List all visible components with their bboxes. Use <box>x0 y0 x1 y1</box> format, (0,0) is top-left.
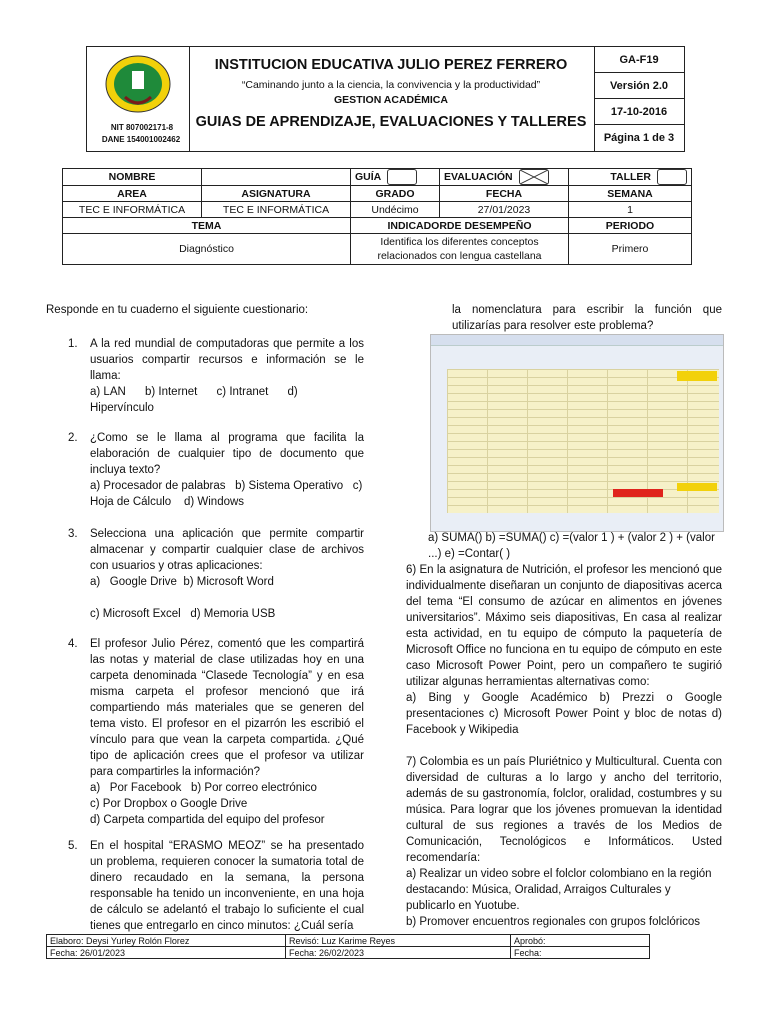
tema-value: Diagnóstico <box>63 234 351 265</box>
question-options: a) LAN b) Internet c) Intranet d) Hipervínculo <box>90 386 301 414</box>
doc-code: GA-F19 <box>594 47 684 73</box>
periodo-label: PERIODO <box>569 218 692 234</box>
guia-cell[interactable] <box>351 169 440 186</box>
gestion: GESTION ACADÉMICA <box>334 94 448 106</box>
area-value: TEC E INFORMÁTICA <box>63 202 202 218</box>
nombre-field[interactable] <box>202 169 351 186</box>
grado-label: GRADO <box>351 186 440 202</box>
nombre-label: NOMBRE <box>63 169 202 186</box>
fecha-label: FECHA <box>440 186 569 202</box>
grado-value: Undécimo <box>351 202 440 218</box>
question-text: En el hospital “ERASMO MEOZ” se ha presentado un problema, requieren conocer la sumatoria total de dinero recaudado en la semana, la persona responsable ha tenido un inconveniente, en una hoja de cálculo se adelantó el trabajo lo suficiente el cual tienes que entregarlo en cinco minutos: ¿Cuál sería <box>90 840 364 932</box>
question-text: ¿Como se le llama al programa que facilita la elaboración de cualquier tipo de documento que incluya texto? <box>90 432 364 476</box>
area-label: AREA <box>63 186 202 202</box>
question-7-option-a: a) Realizar un video sobre el folclor colombiano en la región destacando: Música, Oralidad, Arraigos Culturales y publicarlo en Yuotube. <box>406 868 712 912</box>
total-header-cell <box>677 371 717 381</box>
question-3 <box>46 526 364 622</box>
question-4 <box>46 636 364 828</box>
question-7-text: 7) Colombia es un país Pluriétnico y Multicultural. Cuenta con diversidad de culturas a lo largo y ancho del territorio, además de su gastronomía, folclor, oralidad, costumbres y su música. Para lograr que los jóvenes promuevan la identidad cultural de sus regiones a través de los Medios de Comunicación, Tecnológicos e Informáticos. Usted recomendaría: <box>406 756 722 864</box>
total-cell <box>677 483 717 491</box>
taller-checkbox[interactable] <box>657 169 687 185</box>
question-number: 3. <box>68 528 78 540</box>
info-table <box>62 168 692 265</box>
question-7-option-b: b) Promover encuentros regionales con grupos folclóricos <box>406 916 701 928</box>
question-5-options: a) SUMA() b) =SUMA() c) =(valor 1 ) + (valor 2 ) + (valor ...) e) =Contar( ) <box>428 532 715 560</box>
indicador-label: INDICADORDE DESEMPEÑO <box>351 218 569 234</box>
question-5-continued: la nomenclatura para escribir la función que utilizarías para resolver este problema? <box>452 304 722 332</box>
question-number: 5. <box>68 840 78 852</box>
document-title: GUIAS DE APRENDIZAJE, EVALUACIONES Y TALLERES <box>195 114 587 130</box>
left-column <box>46 302 364 944</box>
question-1 <box>46 336 364 416</box>
asignatura-value: TEC E INFORMÁTICA <box>202 202 351 218</box>
alert-cell <box>613 489 663 497</box>
question-options: a) Google Drive b) Microsoft Word c) Microsoft Excel d) Memoria USB <box>90 576 276 620</box>
intro-text: Responde en tu cuaderno el siguiente cuestionario: <box>46 304 309 316</box>
semana-label: SEMANA <box>569 186 692 202</box>
doc-date: 17-10-2016 <box>594 99 684 125</box>
periodo-value: Primero <box>569 234 692 265</box>
question-5 <box>46 838 364 934</box>
title-box <box>188 46 595 152</box>
formula-bar <box>431 335 723 346</box>
doc-page: Página 1 de 3 <box>603 132 675 144</box>
evaluacion-cell[interactable] <box>440 169 569 186</box>
question-options: a) Por Facebook b) Por correo electrónico c) Por Dropbox o Google Drive d) Carpeta compartida del equipo del profesor <box>90 782 325 826</box>
right-column-lower <box>406 530 722 930</box>
question-2 <box>46 430 364 510</box>
right-column <box>406 302 722 334</box>
cross-mark-icon <box>520 170 548 184</box>
question-text: Selecciona una aplicación que permite compartir almacenar y compartir cualquier clase de archivos con usuarios y otras aplicaciones: <box>90 528 364 572</box>
fecha-value: 27/01/2023 <box>440 202 569 218</box>
doc-version: Versión 2.0 <box>594 73 684 99</box>
guia-label: GUÍA <box>355 170 382 183</box>
question-number: 1. <box>68 338 78 350</box>
question-6-options: a) Bing y Google Académico b) Prezzi o Google presentaciones c) Microsoft Power Point y bloc de notas d) Facebook y Wikipedia <box>406 692 722 736</box>
code-box <box>594 46 685 152</box>
spreadsheet-screenshot <box>430 334 724 532</box>
semana-value: 1 <box>569 202 692 218</box>
taller-cell[interactable] <box>569 169 692 186</box>
indicador-value: Identifica los diferentes conceptos relacionados con lengua castellana <box>351 234 569 265</box>
asignatura-label: ASIGNATURA <box>202 186 351 202</box>
institution-name: INSTITUCION EDUCATIVA JULIO PEREZ FERRERO <box>214 57 568 73</box>
fecha-reviso: Fecha: 26/02/2023 <box>286 947 511 959</box>
reviso: Revisó: Luz Karime Reyes <box>286 935 511 947</box>
question-number: 4. <box>68 638 78 650</box>
sheet-grid <box>447 369 719 513</box>
footer-table <box>46 934 650 959</box>
question-text: El profesor Julio Pérez, comentó que les compartirá las notas y material de clase utilizadas hoy en una carpeta denominada “Clasede Tecnología” y en esa misma carpeta el profesor mencionó que irá compartiendo más materiales que se generen del tema visto. El profesor en el pizarrón les escribió el vínculo para que vean la carpeta compartida. ¿Qué tipo de aplicación crees que el profesor va utilizar para compartirles la información? <box>90 638 364 778</box>
school-shield-icon <box>103 53 173 115</box>
fecha-elaboro: Fecha: 26/01/2023 <box>47 947 286 959</box>
question-options: a) Procesador de palabras b) Sistema Operativo c) Hoja de Cálculo d) Windows <box>90 480 366 508</box>
nit-text: NIT 807002171-8 <box>110 123 174 132</box>
question-number: 2. <box>68 432 78 444</box>
logo-box <box>86 46 190 152</box>
evaluacion-label: EVALUACIÓN <box>444 170 513 183</box>
dane-text: DANE 154001002462 <box>101 135 181 144</box>
question-text: A la red mundial de computadoras que permite a los usuarios compartir recursos e información se le llama: <box>90 338 364 382</box>
motto: “Caminando junto a la ciencia, la convivencia y la productividad” <box>241 79 541 91</box>
fecha-aprobo: Fecha: <box>511 947 650 959</box>
evaluacion-checkbox[interactable] <box>519 169 549 185</box>
guia-checkbox[interactable] <box>387 169 417 185</box>
taller-label: TALLER <box>610 170 651 183</box>
elaboro: Elaboro: Deysi Yurley Rolón Florez <box>47 935 286 947</box>
aprobo: Aprobó: <box>511 935 650 947</box>
tema-label: TEMA <box>63 218 351 234</box>
question-6-text: 6) En la asignatura de Nutrición, el profesor les mencionó que individualmente diseñaran un conjunto de diapositivas acerca del tema “El consumo de azúcar en alimentos en jóvenes universitarios”. Máximo seis diapositivas, En casa al realizar esta actividad, en tu equipo de cómputo la paquetería de Microsoft Office no funciona en tu equipo de cómputo en este caso Microsoft Power Point, pero un compañero te sugirió utilizar algunas herramientas alternativas como: <box>406 564 722 688</box>
